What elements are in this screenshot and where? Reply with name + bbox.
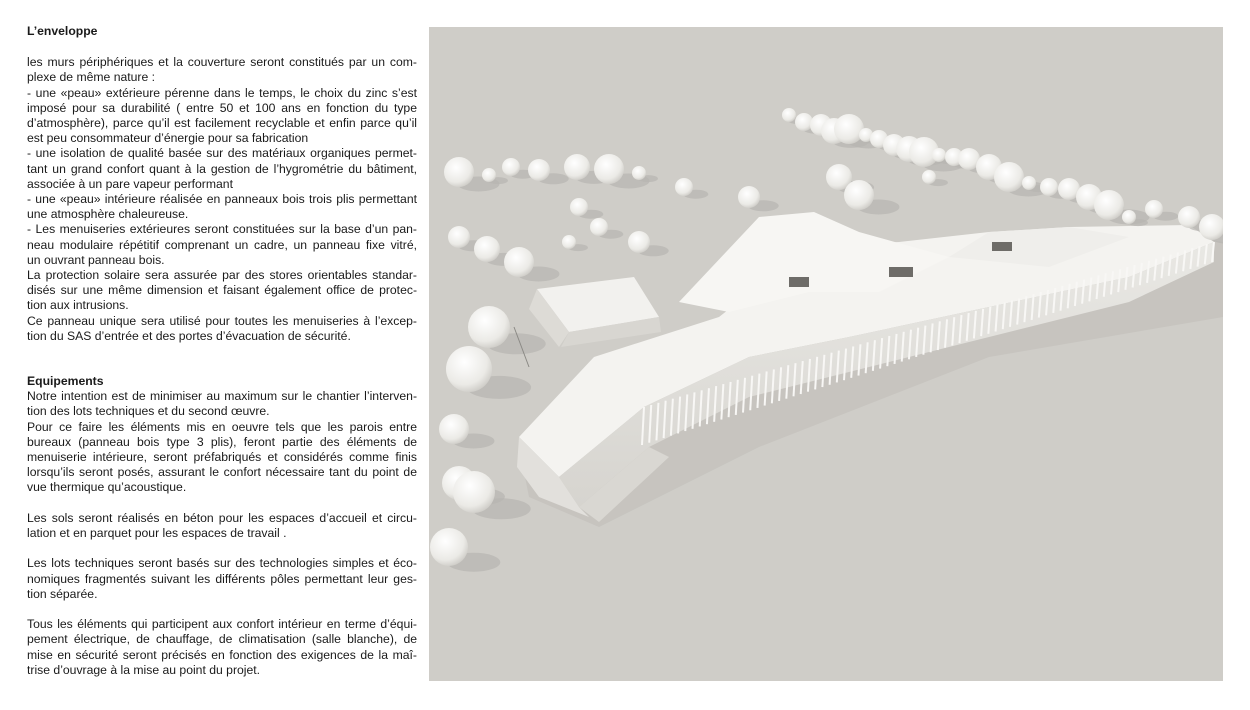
tree [562,235,576,249]
tree [448,226,470,248]
text-line: Ce panneau unique sera utilisé pour toutes les menuiseries à l’excep- [27,313,417,328]
tree [482,168,496,182]
tree [430,528,468,566]
tree [590,218,608,236]
tree [795,113,813,131]
text-line: tion du SAS d’entrée et des portes d’évacuation de sécurité. [27,328,351,343]
tree [1022,176,1036,190]
tree [1040,178,1058,196]
tree [468,306,510,348]
text-line: est peu consommateur d’énergie pour sa fabrication [27,131,309,146]
tree [444,157,474,187]
text-line: un ouvrant panneau bois. [27,252,165,267]
text-line: lorsqu’ils seront posés, assurant le confort nécessaire tant du point de [27,465,417,480]
text-line: La protection solaire sera assurée par des stores orientables standar- [27,268,417,283]
tree [504,247,534,277]
text-line: lation et en parquet pour les espaces de travail . [27,526,287,541]
text-line: une atmosphère chaleureuse. [27,207,189,222]
text-line: Pour ce faire les éléments mis en oeuvre tels que les parois entre [27,419,417,434]
text-line: tion des lots techniques et du second œuvre. [27,404,270,419]
text-line: tion aux intrusions. [27,298,129,313]
text-line: associée à un pare vapeur performant [27,176,233,191]
text-line: - une «peau» extérieure pérenne dans le temps, le choix du zinc s’est [27,85,417,100]
text-line: pement électrique, de chauffage, de climatisation (salle blanche), de [27,632,417,647]
text-line: bureaux (panneau bois type 3 plis), feront partie des éléments de [27,434,417,449]
equipements-paragraph-4 [27,617,417,678]
tree [446,346,492,392]
text-line: vue thermique qu’acoustique. [27,480,187,495]
tree [1122,210,1136,224]
text-line: menuiserie intérieure, seront préfabriqués et considérés comme finis [27,450,417,465]
equipements-paragraph-1 [27,389,417,495]
tree [528,159,550,181]
tree [932,148,946,162]
text-line: - Les menuiseries extérieures seront constituées sur la base d’un pan- [27,222,417,237]
text-line: Tous les éléments qui participent aux confort intérieur en terme d’équi- [27,617,417,632]
text-line: trise d’ouvrage à la mise au point du projet. [27,662,261,677]
tree [994,162,1024,192]
tree [675,178,693,196]
tree [474,236,500,262]
text-line: Notre intention est de minimiser au maximum sur le chantier l’interven- [27,389,417,404]
text-line: les murs périphériques et la couverture seront constitués par un com- [27,55,417,70]
equipements-heading: Equipements [27,374,104,389]
tree [844,180,874,210]
text-column [27,24,417,678]
tree [564,154,590,180]
text-line: Les lots techniques seront basés sur des technologies simples et éco- [27,556,417,571]
equipements-paragraph-2 [27,511,417,541]
text-line: d’atmosphère), parce qu’il est facilement recyclable et enfin parce qu’il [27,116,417,131]
text-line: disés sur une même dimension et faisant également office de protec- [27,283,417,298]
tree [1178,206,1200,228]
tree [570,198,588,216]
equipements-paragraph-3 [27,556,417,602]
tree [502,158,520,176]
text-line: - une «peau» intérieure réalisée en panneaux bois trois plis permettant [27,192,417,207]
text-line: tant un grand confort quant à la gestion de l’hygrométrie du bâtiment, [27,161,417,176]
tree [782,108,796,122]
text-line: nomiques fragmentés suivant les différents pôles permettant leur ges- [27,571,417,586]
enveloppe-body [27,55,417,344]
text-line: - une isolation de qualité basée sur des matériaux organiques permet- [27,146,417,161]
tree [594,154,624,184]
text-line: mise en sécurité seront précisés en fonction des exigences de la maî- [27,647,417,662]
tree [1145,200,1163,218]
tree [1094,190,1124,220]
enveloppe-heading: L’enveloppe [27,24,98,38]
text-line: imposé pour sa durabilité ( entre 50 et 100 ans en fonction du type [27,100,417,115]
text-line: neau modulaire répétitif comprenant un cadre, un panneau fixe vitré, [27,237,417,252]
text-line: Les sols seront réalisés en béton pour les espaces d’accueil et circu- [27,510,417,525]
architectural-render-image [429,27,1223,681]
tree [439,414,469,444]
tree [834,114,864,144]
text-line: plexe de même nature : [27,70,156,85]
building-render [429,27,1223,681]
text-line: tion séparée. [27,586,98,601]
tree [738,186,760,208]
tree [922,170,936,184]
tree [453,471,495,513]
tree [628,231,650,253]
tree [632,166,646,180]
